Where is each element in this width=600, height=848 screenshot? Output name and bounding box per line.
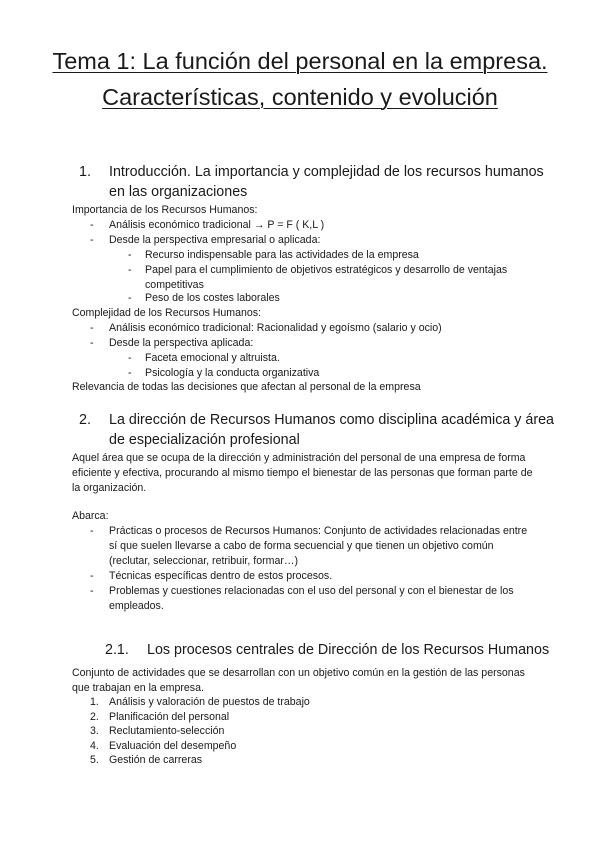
dash-bullet: -	[90, 525, 94, 537]
list-item	[90, 569, 530, 584]
dash-bullet: -	[90, 337, 94, 349]
section-title: Introducción. La importancia y complejidad de los recursos humanos en las organizaciones	[109, 164, 544, 200]
list-item	[90, 218, 530, 233]
dash-bullet: -	[128, 249, 132, 261]
importancia-label: Importancia de los Recursos Humanos:	[72, 204, 258, 216]
numbered-item	[90, 710, 530, 725]
item-text: Planificación del personal	[109, 711, 230, 723]
list-item	[90, 584, 530, 614]
list-item	[90, 321, 530, 336]
section-number: 2.1.	[105, 642, 129, 658]
section-1-heading	[79, 162, 559, 202]
list-item	[90, 336, 530, 351]
dash-bullet: -	[128, 264, 132, 276]
sub-list-item	[128, 263, 538, 293]
list-item-text: Faceta emocional y altruista.	[145, 352, 280, 364]
item-text: Evaluación del desempeño	[109, 740, 237, 752]
complejidad-label: Complejidad de los Recursos Humanos:	[72, 307, 262, 319]
list-item-text: Prácticas o procesos de Recursos Humanos: Conjunto de actividades relacionadas entre sí que suelen llevarse a cabo de forma secuencial y que tienen un objetivo común (reclutar, seleccionar, retribuir, formar…)	[109, 525, 528, 567]
list-item	[90, 524, 530, 569]
numbered-item	[90, 695, 530, 710]
dash-bullet: -	[128, 292, 132, 304]
processes-paragraph: Conjunto de actividades que se desarrollan con un objetivo común en la gestión de las personas que trabajan en la empresa.	[72, 667, 525, 694]
definition-paragraph: Aquel área que se ocupa de la dirección y administración del personal de una empresa de forma eficiente y efectiva, procurando al mismo tiempo el bienestar de las personas que forman parte de la organización.	[72, 452, 533, 494]
item-text: Análisis y valoración de puestos de trabajo	[109, 696, 310, 708]
list-item-text: Desde la perspectiva empresarial o aplicada:	[109, 234, 321, 246]
list-item-text: Desde la perspectiva aplicada:	[109, 337, 254, 349]
sub-list-item	[128, 351, 538, 366]
abarca-label: Abarca:	[72, 510, 109, 522]
item-number: 3.	[90, 725, 99, 737]
item-text: Gestión de carreras	[109, 754, 203, 766]
list-item-text: Análisis económico tradicional → P = F ( K,L )	[109, 219, 325, 231]
dash-bullet: -	[90, 585, 94, 597]
numbered-item	[90, 724, 530, 739]
item-text: Reclutamiento-selección	[109, 725, 225, 737]
dash-bullet: -	[128, 352, 132, 364]
list-item-text: Análisis económico tradicional: Racionalidad y egoísmo (salario y ocio)	[109, 322, 442, 334]
sub-list-item	[128, 366, 538, 381]
section-2-1-heading	[105, 640, 565, 660]
dash-bullet: -	[128, 367, 132, 379]
section-title: La dirección de Recursos Humanos como disciplina académica y área de especialización profesional	[109, 412, 555, 448]
relevancia-text: Relevancia de todas las decisiones que afectan al personal de la empresa	[72, 381, 421, 393]
list-item-text: Peso de los costes laborales	[145, 292, 280, 304]
dash-bullet: -	[90, 234, 94, 246]
item-number: 1.	[90, 696, 99, 708]
list-item-text: Problemas y cuestiones relacionadas con el uso del personal y con el bienestar de los empleados.	[109, 585, 514, 612]
list-item-text: Recurso indispensable para las actividades de la empresa	[145, 249, 419, 261]
list-item	[90, 233, 530, 248]
item-number: 4.	[90, 740, 99, 752]
list-item-text: Psicología y la conducta organizativa	[145, 367, 320, 379]
dash-bullet: -	[90, 322, 94, 334]
list-item-text: Técnicas específicas dentro de estos procesos.	[109, 570, 333, 582]
page-title: Tema 1: La función del personal en la empresa. Características, contenido y evolución	[52, 48, 548, 110]
numbered-item	[90, 739, 530, 754]
item-number: 2.	[90, 711, 99, 723]
section-2-heading	[79, 410, 559, 450]
sub-list-item	[128, 291, 538, 306]
list-item-text: Papel para el cumplimiento de objetivos estratégicos y desarrollo de ventajas competitivas	[145, 264, 508, 291]
section-number: 1.	[79, 164, 91, 180]
item-number: 5.	[90, 754, 99, 766]
sub-list-item	[128, 248, 538, 263]
section-number: 2.	[79, 412, 91, 428]
dash-bullet: -	[90, 219, 94, 231]
section-title: Los procesos centrales de Dirección de los Recursos Humanos	[147, 642, 550, 658]
numbered-item	[90, 753, 530, 768]
dash-bullet: -	[90, 570, 94, 582]
